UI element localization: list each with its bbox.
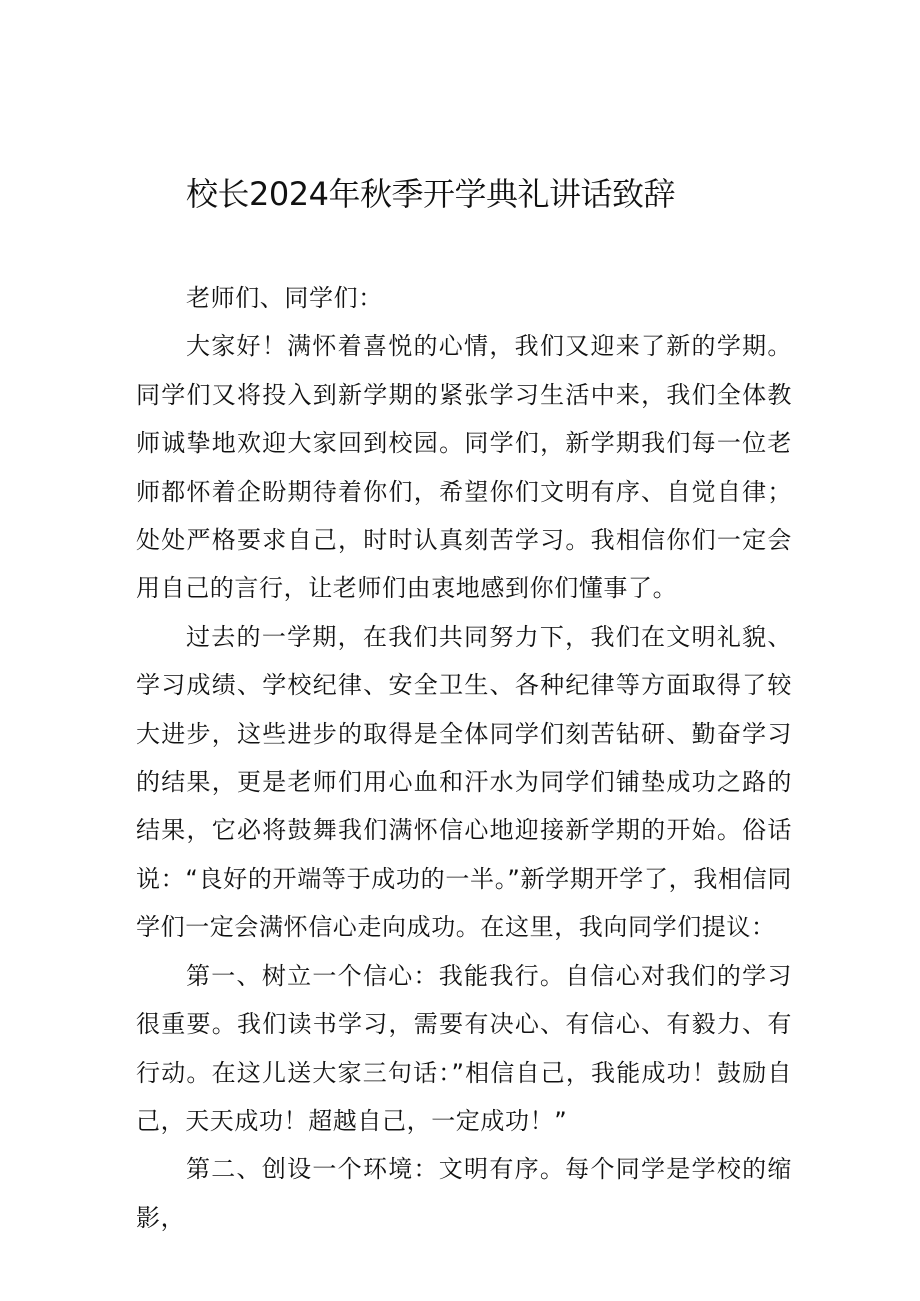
proposal-one-paragraph: 第一、树立一个信心：我能我行。自信心对我们的学习很重要。我们读书学习，需要有决心、有信心、有毅力、有行动。在这儿送大家三句话：”相信自己，我能成功！鼓励自己，天天成功！超越自己，一定成功！” — [136, 961, 792, 1135]
proposal-two-paragraph: 第二、创设一个环境：文明有序。每个同学是学校的缩影， — [136, 1155, 792, 1232]
document-body — [136, 274, 792, 1242]
greeting-paragraph: 大家好！满怀着喜悦的心情，我们又迎来了新的学期。同学们又将投入到新学期的紧张学习生活中来，我们全体教师诚挚地欢迎大家回到校园。同学们，新学期我们每一位老师都怀着企盼期待着你们，希望你们文明有序、自觉自律；处处严格要求自己，时时认真刻苦学习。我相信你们一定会用自己的言行，让老师们由衷地感到你们懂事了。 — [136, 332, 792, 603]
document-title: 校长2024年秋季开学典礼讲话致辞 — [186, 175, 675, 213]
review-paragraph: 过去的一学期，在我们共同努力下，我们在文明礼貌、学习成绩、学校纪律、安全卫生、各种纪律等方面取得了较大进步，这些进步的取得是全体同学们刻苦钻研、勤奋学习的结果，更是老师们用心血和汗水为同学们铺垫成功之路的结果，它必将鼓舞我们满怀信心地迎接新学期的开始。俗话说：“良好的开端等于成功的一半。”新学期开学了，我相信同学们一定会满怀信心走向成功。在这里，我向同学们提议： — [136, 622, 792, 942]
salutation-paragraph: 老师们、同学们： — [186, 284, 383, 312]
